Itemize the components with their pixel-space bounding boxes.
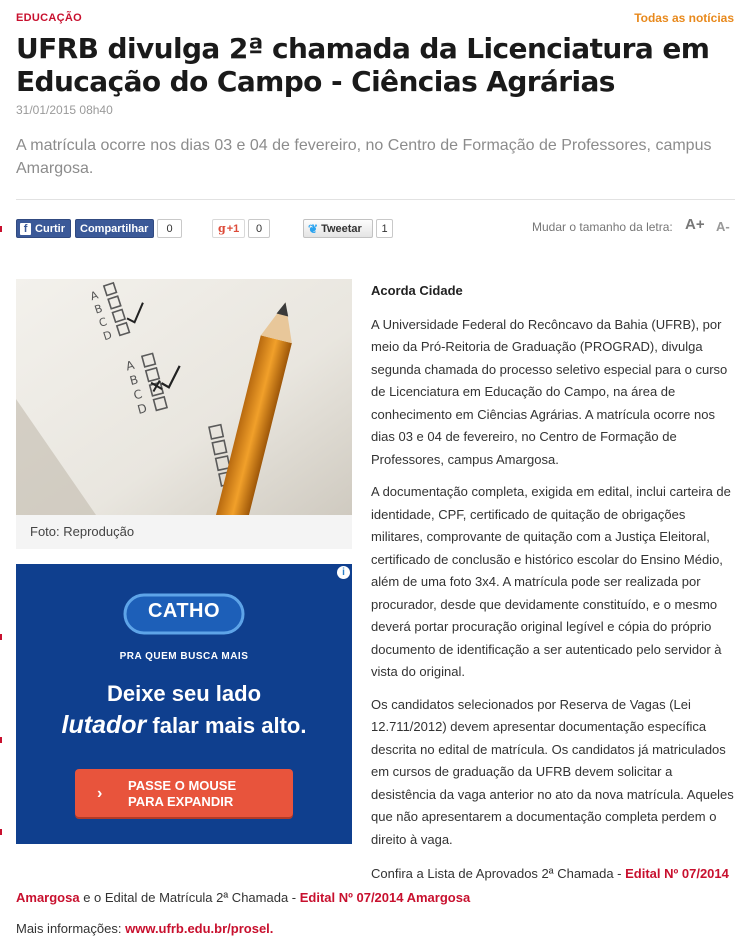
confira-middle: e o Edital de Matrícula 2ª Chamada - <box>79 890 300 905</box>
tweet-button[interactable] <box>303 219 373 238</box>
svg-text:B: B <box>92 301 105 317</box>
article-paragraph: Os candidatos selecionados por Reserva de Vagas (Lei 12.711/2012) devem apresentar documentação específica descrita no edital de matrícula. Os candidatos já matriculados em cursos de graduação da UFRB devem solicitar a desistência da vaga anterior no ato da nova matrícula. Aqueles que não apresentarem a documentação completa perdem o direito à vaga. <box>371 696 734 847</box>
edge-mark <box>0 634 2 640</box>
article-photo <box>16 279 352 515</box>
article-lead: A matrícula ocorre nos dias 03 e 04 de fevereiro, no Centro de Formação de Professores, campus Amargosa. <box>16 137 712 177</box>
edital-link-1[interactable]: Edital Nº 07/2014 Amargosa <box>16 866 729 905</box>
ad-button-line2: PARA EXPANDIR <box>128 794 234 809</box>
prosel-link[interactable]: www.ufrb.edu.br/prosel. <box>125 921 274 936</box>
svg-text:D: D <box>101 328 114 344</box>
svg-text:A: A <box>124 357 136 374</box>
edital-link-2[interactable]: Edital Nº 07/2014 Amargosa <box>299 890 471 905</box>
google-plus-icon: g <box>218 222 226 235</box>
all-news-link[interactable]: Todas as notícias <box>634 11 734 25</box>
svg-text:D: D <box>135 401 149 417</box>
divider <box>16 199 735 200</box>
ad-button-line1: PASSE O MOUSE <box>128 778 237 793</box>
ad-expand-button[interactable] <box>75 769 293 817</box>
confira-prefix: Confira a Lista de Aprovados 2ª Chamada - <box>371 866 626 881</box>
article-body <box>371 280 736 861</box>
section-label[interactable]: EDUCAÇÃO <box>16 12 82 24</box>
google-plus-count: 0 <box>248 219 270 238</box>
advertisement-banner[interactable] <box>16 564 352 844</box>
article-figure <box>16 279 352 549</box>
facebook-share-count: 0 <box>157 219 182 238</box>
tweet-count: 1 <box>376 219 393 238</box>
chevron-right-icon: › <box>97 785 103 802</box>
svg-text:B: B <box>128 372 140 388</box>
facebook-like-label: Curtir <box>35 222 65 235</box>
confira-paragraph <box>16 862 736 910</box>
ad-headline-rest: falar mais alto. <box>146 713 307 738</box>
article-title: UFRB divulga 2ª chamada da Licenciatura em Educação do Campo - Ciências Agrárias <box>16 32 710 98</box>
article-paragraph: A documentação completa, exigida em edital, inclui carteira de identidade, CPF, certificado de quitação de obrigações militares, comprovante de quitação com a Justiça Eleitoral, certificado de conclusão e histórico escolar do Ensino Médio, além de uma foto 3x4. A matrícula pode ser realizada por procurador, desde que devidamente constituído, e o mesmo deverá portar procuração original legível e cópia do próprio documento de identificação a ser autenticado pelo servidor à vista do original. <box>371 484 731 679</box>
photo-caption: Foto: Reprodução <box>30 524 135 539</box>
svg-text:A: A <box>88 288 100 304</box>
facebook-like-button[interactable] <box>16 219 71 238</box>
article-byline: Acorda Cidade <box>371 283 463 298</box>
font-decrease-button[interactable]: A- <box>716 219 730 234</box>
ad-button-label <box>128 778 236 810</box>
edge-mark <box>0 226 2 232</box>
google-plus-button[interactable] <box>212 219 245 238</box>
article-paragraph: A Universidade Federal do Recôncavo da Bahia (UFRB), por meio da Pró-Reitoria de Graduação (PROGRAD), divulga segunda chamada do processo seletivo especial para o curso de Licenciatura em Educação do Campo, na área de conhecimento em Ciências Agrárias. A matrícula ocorre nos dias 03 e 04 de fevereiro, no Centro de Formação de Professores, campus Amargosa. <box>371 316 728 467</box>
tweet-label: Tweetar <box>321 222 362 235</box>
ad-headline-1: Deixe seu lado <box>106 681 262 706</box>
publish-date: 31/01/2015 08h40 <box>16 103 113 117</box>
ad-brand: CATHO <box>147 600 221 622</box>
ad-tagline: PRA QUEM BUSCA MAIS <box>119 651 249 662</box>
svg-text:C: C <box>132 386 144 403</box>
font-increase-button[interactable]: A+ <box>685 216 705 233</box>
ad-headline-2 <box>16 711 352 740</box>
ad-info-icon[interactable]: i <box>337 566 350 579</box>
more-info <box>16 921 273 936</box>
facebook-share-button[interactable] <box>75 219 154 238</box>
facebook-icon: f <box>20 223 31 235</box>
ad-headline-emphasis: lutador <box>61 711 147 739</box>
svg-text:C: C <box>97 315 109 330</box>
more-info-prefix: Mais informações: <box>16 921 126 936</box>
google-plus-label: +1 <box>226 222 240 235</box>
edge-mark <box>0 737 2 743</box>
facebook-share-label: Compartilhar <box>80 222 149 235</box>
font-size-label: Mudar o tamanho da letra: <box>532 220 673 234</box>
edge-mark <box>0 829 2 835</box>
twitter-bird-icon: ❦ <box>308 221 319 236</box>
